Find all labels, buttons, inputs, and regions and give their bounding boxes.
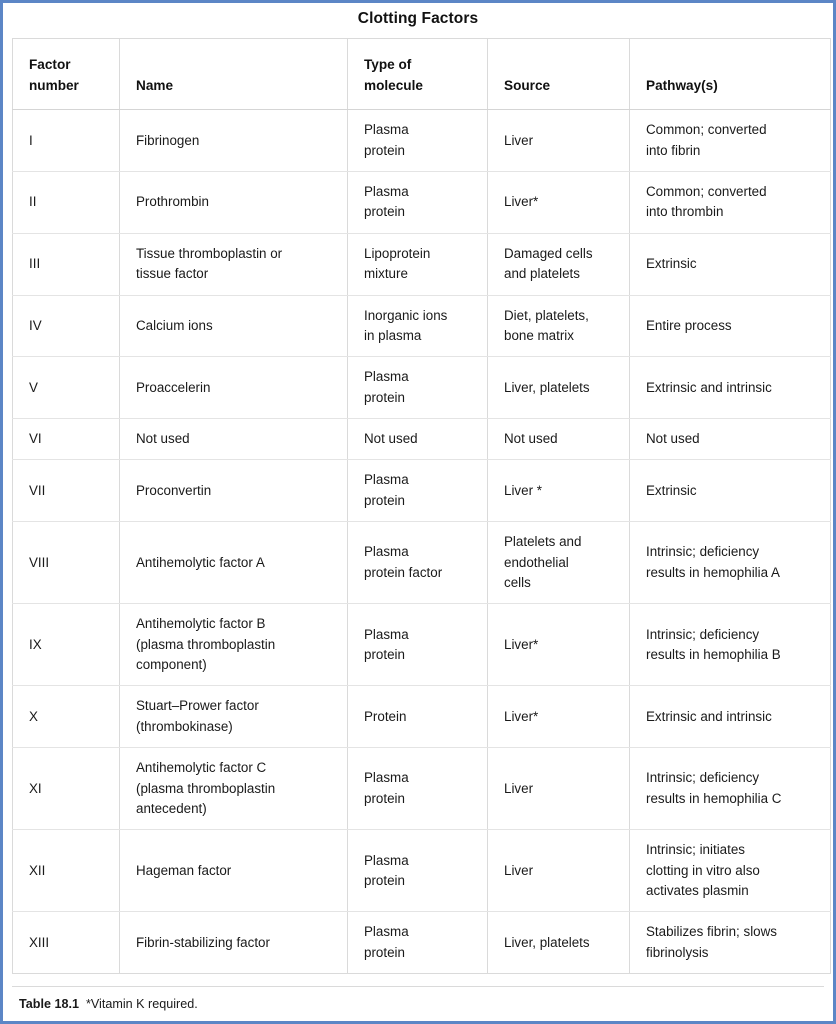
cell-name xyxy=(120,357,348,419)
cell-line: Antihemolytic factor A xyxy=(136,554,265,570)
cell-type xyxy=(348,357,488,419)
table-row xyxy=(13,419,831,460)
cell-line: Plasma xyxy=(364,544,409,560)
cell-line: fibrinolysis xyxy=(646,944,709,960)
cell-line: V xyxy=(29,379,38,395)
cell-name xyxy=(120,686,348,748)
cell-type xyxy=(348,604,488,686)
cell-source xyxy=(488,686,630,748)
cell-line: Antihemolytic factor C xyxy=(136,760,267,776)
cell-line: XII xyxy=(29,862,46,878)
cell-line: Stuart–Prower factor xyxy=(136,698,259,714)
cell-line: Intrinsic; deficiency xyxy=(646,770,760,786)
cell-line: activates plasmin xyxy=(646,883,749,899)
cell-line: Plasma xyxy=(364,626,409,642)
footnote-text: *Vitamin K required. xyxy=(85,997,198,1011)
cell-source xyxy=(488,295,630,357)
cell-line: (plasma thromboplastin xyxy=(136,636,276,652)
cell-factor xyxy=(13,522,120,604)
cell-factor xyxy=(13,419,120,460)
table-row xyxy=(13,686,831,748)
cell-source xyxy=(488,912,630,974)
table-row xyxy=(13,460,831,522)
cell-line: Calcium ions xyxy=(136,317,213,333)
footnote-label: Table 18.1 xyxy=(19,997,79,1011)
cell-line: and platelets xyxy=(504,266,580,282)
cell-line: Platelets and xyxy=(504,534,582,550)
column-header-line: Name xyxy=(136,77,174,93)
table-header xyxy=(13,39,831,110)
cell-line: Fibrin-stabilizing factor xyxy=(136,934,270,950)
column-header-line: Pathway(s) xyxy=(646,77,718,93)
cell-type xyxy=(348,460,488,522)
cell-line: Stabilizes fibrin; slows xyxy=(646,924,777,940)
cell-line: Liver, platelets xyxy=(504,934,590,950)
cell-line: into thrombin xyxy=(646,204,724,220)
cell-line: XI xyxy=(29,780,42,796)
cell-name xyxy=(120,460,348,522)
cell-line: endothelial xyxy=(504,554,569,570)
cell-line: Liver xyxy=(504,862,534,878)
cell-factor xyxy=(13,357,120,419)
cell-line: Common; converted xyxy=(646,122,767,138)
table-row xyxy=(13,522,831,604)
cell-line: Hageman factor xyxy=(136,862,232,878)
cell-source xyxy=(488,233,630,295)
cell-name xyxy=(120,419,348,460)
cell-name xyxy=(120,604,348,686)
cell-line: protein xyxy=(364,492,405,508)
cell-type xyxy=(348,748,488,830)
cell-line: Extrinsic and intrinsic xyxy=(646,708,772,724)
cell-name xyxy=(120,830,348,912)
cell-line: Plasma xyxy=(364,184,409,200)
column-header-name[interactable] xyxy=(120,39,348,110)
cell-pathway xyxy=(630,172,831,234)
cell-pathway xyxy=(630,912,831,974)
cell-name xyxy=(120,172,348,234)
cell-pathway xyxy=(630,110,831,172)
cell-line: Plasma xyxy=(364,472,409,488)
cell-line: Tissue thromboplastin or xyxy=(136,245,283,261)
cell-line: results in hemophilia C xyxy=(646,790,782,806)
table-header-row xyxy=(13,39,831,110)
cell-line: Liver * xyxy=(504,482,542,498)
cell-line: protein xyxy=(364,944,405,960)
cell-type xyxy=(348,172,488,234)
cell-line: into fibrin xyxy=(646,142,701,158)
cell-line: (thrombokinase) xyxy=(136,718,233,734)
cell-factor xyxy=(13,830,120,912)
cell-line: Extrinsic xyxy=(646,482,697,498)
cell-line: results in hemophilia A xyxy=(646,564,780,580)
cell-type xyxy=(348,522,488,604)
cell-line: Proaccelerin xyxy=(136,379,211,395)
column-header-line: number xyxy=(29,77,79,93)
table-row xyxy=(13,172,831,234)
cell-pathway xyxy=(630,357,831,419)
clotting-factors-table xyxy=(12,38,831,974)
cell-factor xyxy=(13,110,120,172)
table-row xyxy=(13,295,831,357)
column-header-line: Factor xyxy=(29,57,71,72)
table-scroll-area xyxy=(3,38,833,986)
table-footnote xyxy=(12,986,824,1021)
cell-line: mixture xyxy=(364,266,408,282)
table-title: Clotting Factors xyxy=(357,10,479,27)
table-row xyxy=(13,357,831,419)
cell-line: protein xyxy=(364,872,405,888)
cell-source xyxy=(488,110,630,172)
cell-line: clotting in vitro also xyxy=(646,862,760,878)
cell-name xyxy=(120,110,348,172)
cell-name xyxy=(120,912,348,974)
cell-line: antecedent) xyxy=(136,800,207,816)
cell-name xyxy=(120,748,348,830)
cell-line: Liver xyxy=(504,132,534,148)
cell-line: Intrinsic; initiates xyxy=(646,842,745,858)
cell-type xyxy=(348,295,488,357)
cell-line: protein xyxy=(364,204,405,220)
cell-line: in plasma xyxy=(364,327,422,343)
cell-name xyxy=(120,233,348,295)
cell-line: cells xyxy=(504,574,531,590)
cell-line: Plasma xyxy=(364,122,409,138)
cell-type xyxy=(348,686,488,748)
cell-name xyxy=(120,522,348,604)
cell-pathway xyxy=(630,419,831,460)
cell-type xyxy=(348,912,488,974)
table-row xyxy=(13,748,831,830)
column-header-pathway[interactable] xyxy=(630,39,831,110)
table-row xyxy=(13,912,831,974)
cell-line: Not used xyxy=(364,431,418,447)
cell-line: Plasma xyxy=(364,369,409,385)
cell-source xyxy=(488,419,630,460)
cell-pathway xyxy=(630,233,831,295)
cell-line: Not used xyxy=(646,431,700,447)
cell-line: Intrinsic; deficiency xyxy=(646,544,760,560)
column-header-factor[interactable] xyxy=(13,39,120,110)
cell-line: (plasma thromboplastin xyxy=(136,780,276,796)
cell-factor xyxy=(13,460,120,522)
cell-line: protein xyxy=(364,142,405,158)
cell-line: Prothrombin xyxy=(136,194,209,210)
cell-factor xyxy=(13,233,120,295)
cell-source xyxy=(488,522,630,604)
cell-line: Intrinsic; deficiency xyxy=(646,626,760,642)
cell-line: Entire process xyxy=(646,317,732,333)
cell-factor xyxy=(13,912,120,974)
cell-source xyxy=(488,172,630,234)
cell-line: tissue factor xyxy=(136,266,209,282)
cell-pathway xyxy=(630,522,831,604)
cell-line: bone matrix xyxy=(504,327,574,343)
cell-line: protein xyxy=(364,389,405,405)
cell-line: Liver* xyxy=(504,194,539,210)
cell-line: VI xyxy=(29,431,42,447)
cell-source xyxy=(488,830,630,912)
cell-pathway xyxy=(630,460,831,522)
cell-line: X xyxy=(29,708,38,724)
cell-line: IX xyxy=(29,636,42,652)
cell-line: Proconvertin xyxy=(136,482,212,498)
cell-line: Protein xyxy=(364,708,407,724)
cell-pathway xyxy=(630,295,831,357)
cell-type xyxy=(348,830,488,912)
cell-factor xyxy=(13,295,120,357)
cell-pathway xyxy=(630,748,831,830)
cell-line: II xyxy=(29,194,37,210)
cell-line: Extrinsic xyxy=(646,256,697,271)
cell-pathway xyxy=(630,830,831,912)
cell-name xyxy=(120,295,348,357)
table-row xyxy=(13,604,831,686)
cell-factor xyxy=(13,172,120,234)
table-row xyxy=(13,233,831,295)
cell-type xyxy=(348,233,488,295)
cell-factor xyxy=(13,748,120,830)
cell-source xyxy=(488,460,630,522)
cell-line: Liver* xyxy=(504,636,539,652)
table-row xyxy=(13,110,831,172)
cell-factor xyxy=(13,686,120,748)
cell-line: Damaged cells xyxy=(504,245,593,261)
table-row xyxy=(13,830,831,912)
cell-line: Inorganic ions xyxy=(364,307,448,323)
cell-line: results in hemophilia B xyxy=(646,646,781,662)
cell-line: Extrinsic and intrinsic xyxy=(646,379,772,395)
cell-line: Plasma xyxy=(364,924,409,940)
cell-type xyxy=(348,110,488,172)
cell-line: Common; converted xyxy=(646,184,767,200)
cell-source xyxy=(488,357,630,419)
cell-line: protein xyxy=(364,646,405,662)
cell-line: Lipoprotein xyxy=(364,245,431,261)
cell-line: VII xyxy=(29,482,46,498)
cell-pathway xyxy=(630,604,831,686)
cell-line: Plasma xyxy=(364,770,409,786)
cell-line: Liver xyxy=(504,780,534,796)
cell-line: Not used xyxy=(136,431,190,447)
cell-line: Not used xyxy=(504,431,558,447)
cell-line: VIII xyxy=(29,554,50,570)
cell-line: protein factor xyxy=(364,564,443,580)
cell-factor xyxy=(13,604,120,686)
cell-source xyxy=(488,604,630,686)
cell-pathway xyxy=(630,686,831,748)
column-header-source[interactable] xyxy=(488,39,630,110)
cell-source xyxy=(488,748,630,830)
column-header-type[interactable] xyxy=(348,39,488,110)
cell-line: Diet, platelets, xyxy=(504,307,589,323)
cell-line: Antihemolytic factor B xyxy=(136,616,266,632)
cell-line: Fibrinogen xyxy=(136,132,200,148)
column-header-line: molecule xyxy=(364,77,423,93)
cell-line: III xyxy=(29,256,41,271)
cell-line: I xyxy=(29,132,33,148)
cell-type xyxy=(348,419,488,460)
column-header-line: Source xyxy=(504,77,551,93)
cell-line: XIII xyxy=(29,934,50,950)
cell-line: Plasma xyxy=(364,852,409,868)
column-header-line: Type of xyxy=(364,57,412,72)
table-body xyxy=(13,110,831,974)
cell-line: Liver, platelets xyxy=(504,379,590,395)
cell-line: protein xyxy=(364,790,405,806)
cell-line: IV xyxy=(29,317,42,333)
cell-line: component) xyxy=(136,657,207,673)
cell-line: Liver* xyxy=(504,708,539,724)
